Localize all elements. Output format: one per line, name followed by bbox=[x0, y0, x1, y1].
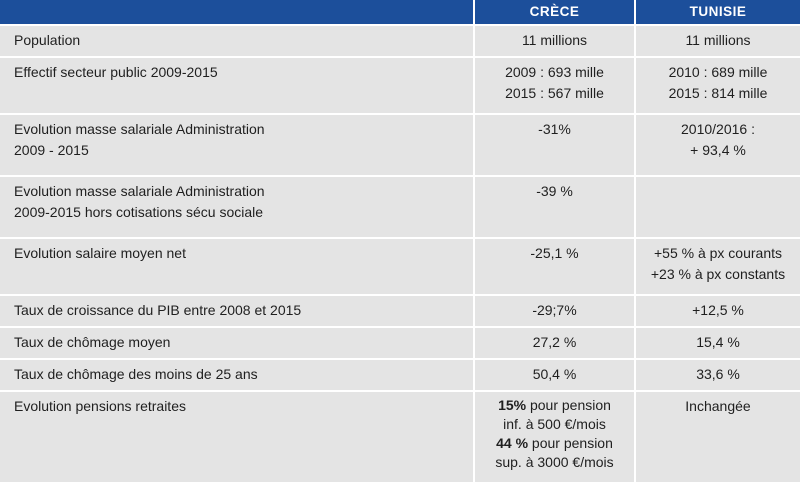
cell-line: 33,6 % bbox=[696, 366, 740, 382]
bold-value: 15% bbox=[498, 397, 527, 413]
cell-line: +55 % à px courants bbox=[653, 245, 783, 261]
cell-line: 15,4 % bbox=[696, 334, 740, 350]
value-tunisie bbox=[636, 115, 800, 175]
cell-line: Effectif secteur public 2009-2015 bbox=[14, 64, 218, 80]
value-tunisie bbox=[636, 392, 800, 482]
cell-line: 2009-2015 hors cotisations sécu sociale bbox=[14, 204, 264, 220]
table-row bbox=[0, 115, 800, 175]
cell-line: Population bbox=[14, 32, 81, 48]
value-tunisie bbox=[636, 296, 800, 326]
value-grece bbox=[475, 58, 634, 113]
header-tunisie: TUNISIE bbox=[636, 0, 800, 24]
cell-line: Evolution masse salariale Administration bbox=[14, 183, 265, 199]
cell-line: -29;7% bbox=[532, 302, 577, 318]
cell-line: Taux de croissance du PIB entre 2008 et 2015 bbox=[14, 302, 302, 318]
cell-line: -31% bbox=[538, 121, 571, 137]
row-label bbox=[0, 296, 473, 326]
table-row bbox=[0, 328, 800, 358]
value-tunisie bbox=[636, 26, 800, 56]
bold-value: 44 % bbox=[496, 435, 529, 451]
value-tunisie bbox=[636, 177, 800, 237]
cell-line bbox=[479, 415, 630, 434]
cell-line bbox=[479, 453, 630, 472]
cell-line: Taux de chômage des moins de 25 ans bbox=[14, 366, 258, 382]
table-row bbox=[0, 58, 800, 113]
value-grece bbox=[475, 239, 634, 294]
value-grece bbox=[475, 177, 634, 237]
cell-line: -39 % bbox=[536, 183, 573, 199]
row-label bbox=[0, 115, 473, 175]
line-text: sup. à 3000 €/mois bbox=[495, 454, 614, 470]
value-grece bbox=[475, 392, 634, 482]
cell-line: Evolution pensions retraites bbox=[14, 398, 186, 414]
cell-line: 50,4 % bbox=[532, 366, 577, 382]
table-body bbox=[0, 24, 800, 482]
cell-line: 2010/2016 : bbox=[681, 121, 755, 137]
cell-line: Inchangée bbox=[685, 398, 751, 414]
cell-line: +23 % à px constants bbox=[650, 266, 786, 282]
cell-line: Evolution salaire moyen net bbox=[14, 245, 186, 261]
cell-line: 2009 : 693 mille bbox=[505, 64, 604, 80]
table-row bbox=[0, 296, 800, 326]
value-grece bbox=[475, 26, 634, 56]
cell-line: 11 millions bbox=[521, 32, 588, 48]
cell-line: 27,2 % bbox=[532, 334, 577, 350]
cell-line: -25,1 % bbox=[530, 245, 579, 261]
table-row bbox=[0, 177, 800, 237]
cell-line: + 93,4 % bbox=[690, 142, 746, 158]
comparison-table bbox=[0, 0, 800, 24]
cell-line: 2015 : 814 mille bbox=[668, 85, 768, 101]
table-row bbox=[0, 26, 800, 56]
cell-line: 2010 : 689 mille bbox=[668, 64, 768, 80]
cell-line: Evolution masse salariale Administration bbox=[14, 121, 265, 137]
cell-line: 2009 - 2015 bbox=[14, 142, 89, 158]
value-grece bbox=[475, 115, 634, 175]
row-label bbox=[0, 177, 473, 237]
value-tunisie bbox=[636, 328, 800, 358]
value-grece bbox=[475, 328, 634, 358]
value-tunisie bbox=[636, 58, 800, 113]
value-tunisie bbox=[636, 239, 800, 294]
row-label bbox=[0, 26, 473, 56]
table-row bbox=[0, 392, 800, 482]
value-tunisie bbox=[636, 360, 800, 390]
row-label bbox=[0, 239, 473, 294]
value-grece bbox=[475, 296, 634, 326]
header-blank bbox=[0, 0, 473, 24]
line-text: inf. à 500 €/mois bbox=[503, 416, 606, 432]
cell-line: 2015 : 567 mille bbox=[505, 85, 604, 101]
table-row bbox=[0, 360, 800, 390]
line-text: pour pension bbox=[526, 397, 611, 413]
row-label bbox=[0, 392, 473, 482]
row-label bbox=[0, 58, 473, 113]
cell-line bbox=[479, 396, 630, 415]
row-label bbox=[0, 360, 473, 390]
cell-line: Taux de chômage moyen bbox=[14, 334, 171, 350]
row-label bbox=[0, 328, 473, 358]
header-grece: CRÈCE bbox=[475, 0, 634, 24]
table-row bbox=[0, 239, 800, 294]
cell-line: 11 millions bbox=[685, 32, 751, 48]
cell-line: +12,5 % bbox=[692, 302, 744, 318]
line-text: pour pension bbox=[528, 435, 613, 451]
cell-line bbox=[479, 434, 630, 453]
value-grece bbox=[475, 360, 634, 390]
